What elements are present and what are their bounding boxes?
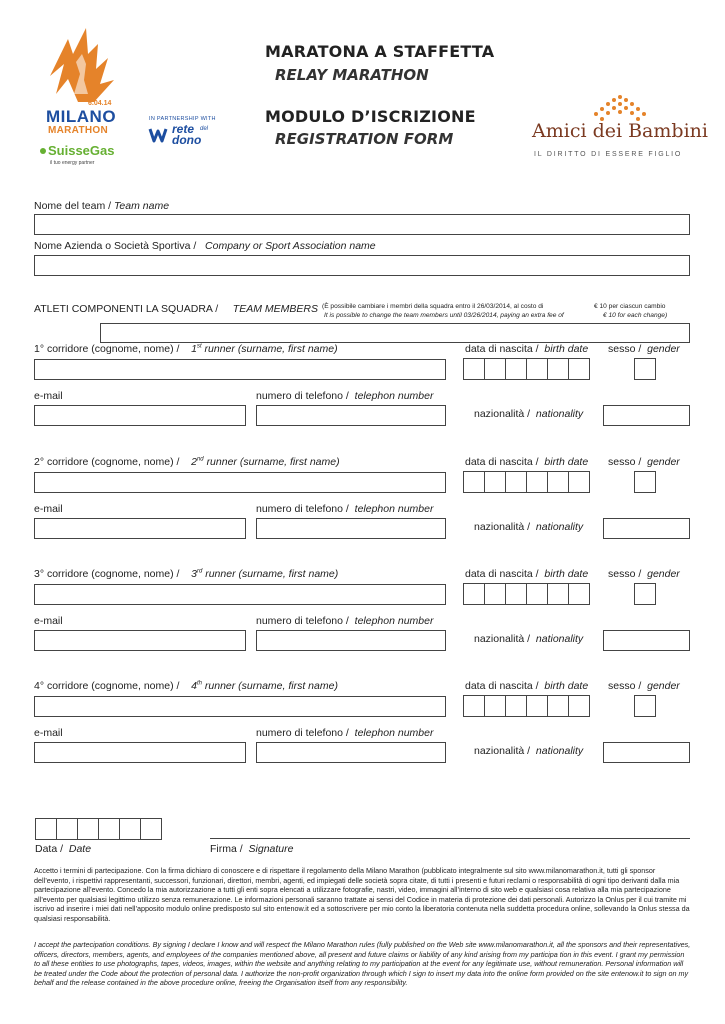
amici-dei-bambini-logo: [532, 94, 708, 162]
nationality-label: nazionalità / nationality: [474, 745, 584, 757]
signature-label: Firma / Signature: [210, 843, 294, 855]
birth-date-field[interactable]: [463, 358, 590, 380]
birth-date-cell[interactable]: [547, 583, 569, 605]
title-en: RELAY MARATHON: [275, 66, 429, 84]
birth-date-label: data di nascita / birth date: [465, 568, 589, 580]
nationality-field[interactable]: [603, 742, 690, 763]
birth-date-cell[interactable]: [505, 471, 527, 493]
birth-date-cell[interactable]: [568, 471, 590, 493]
amici-name: Amici dei Bambini: [532, 120, 708, 142]
birth-date-cell[interactable]: [547, 695, 569, 717]
team-members-field[interactable]: [100, 323, 690, 343]
birth-date-field[interactable]: [463, 583, 590, 605]
birth-date-cell[interactable]: [568, 583, 590, 605]
email-label: e-mail: [34, 503, 63, 515]
partnership-label: IN PARTNERSHIP WITH: [149, 116, 216, 122]
email-field[interactable]: [34, 405, 246, 426]
birth-date-field[interactable]: [463, 471, 590, 493]
birth-date-label: data di nascita / birth date: [465, 343, 589, 355]
birth-date-cell[interactable]: [526, 471, 548, 493]
nationality-field[interactable]: [603, 630, 690, 651]
gender-label: sesso / gender: [608, 568, 680, 580]
gender-field[interactable]: [634, 471, 656, 493]
runner-name-field[interactable]: [34, 696, 446, 717]
birth-date-cell[interactable]: [484, 471, 506, 493]
email-label: e-mail: [34, 390, 63, 402]
phone-label: numero di telefono / telephon number: [256, 727, 434, 739]
email-label: e-mail: [34, 615, 63, 627]
birth-date-field[interactable]: [463, 695, 590, 717]
runner-name-label: 4° corridore (cognome, nome) / 4th runner (surname, first name): [34, 680, 338, 692]
gender-label: sesso / gender: [608, 343, 680, 355]
email-field[interactable]: [34, 630, 246, 651]
form-title-en: REGISTRATION FORM: [275, 130, 454, 148]
suissegas-icon: [40, 148, 46, 154]
email-field[interactable]: [34, 742, 246, 763]
date-label: Data / Date: [35, 843, 92, 855]
rete-del-dono-icon: [148, 124, 170, 146]
birth-date-cell[interactable]: [505, 583, 527, 605]
birth-date-cell[interactable]: [526, 583, 548, 605]
runner-name-field[interactable]: [34, 359, 446, 380]
rete-del-dono-logo: rete del dono: [148, 124, 228, 148]
team-members-label: ATLETI COMPONENTI LA SQUADRA / TEAM MEMBERS: [34, 303, 318, 315]
suissegas-logo: SuisseGas il tuo energy partner: [40, 142, 115, 166]
birth-date-cell[interactable]: [526, 358, 548, 380]
phone-label: numero di telefono / telephon number: [256, 615, 434, 627]
team-change-fee-en: € 10 for each change): [603, 312, 668, 319]
legal-text-it: Accetto i termini di partecipazione. Con la firma dichiaro di conoscere e di rispettare il regolamento della Milano Marathon (pubblicato integralmente sul sito www.milanomarathon.it, tutti gli sponsor dell’evento, i rispettivi rappresentanti, successori, funzionari, direttori, membri, agenti, ed impiegati delle società sopra citate, di tutti i presenti e futuri reclami o responsabilità di ogni tipo derivanti dalla mia partecipazione all’evento. Concedo la mia autorizzazione a tutti gli enti sopra elencati a utilizzare fotografie, nastri, video, immagini all’interno di sito web e qualsiasi cosa relativa alla mia partecipazione all’evento per qualsiasi legittimo utilizzo senza remunerazione. Le informazioni personali saranno trattate ai sensi del Codice in materia di protezione dei dati personali. Autorizzo la Onlus per il cui tramite mi iscrivo ad inserire i miei dati nell’apposito modulo online predisposto sul sito entenow.it ed a sottoscrivere per mio conto la liberatoria contenuta nella suddetta procedura online, sollevando la Onlus stessa da qualsiasi responsabilità.: [34, 866, 690, 923]
phone-field[interactable]: [256, 742, 446, 763]
birth-date-cell[interactable]: [484, 583, 506, 605]
event-sub: MARATHON: [48, 125, 108, 136]
company-label: Nome Azienda o Società Sportiva / Company or Sport Association name: [34, 240, 376, 252]
email-label: e-mail: [34, 727, 63, 739]
runner-name-label: 2° corridore (cognome, nome) / 2nd runner (surname, first name): [34, 456, 340, 468]
phone-field[interactable]: [256, 518, 446, 539]
email-field[interactable]: [34, 518, 246, 539]
birth-date-cell[interactable]: [463, 695, 485, 717]
birth-date-cell[interactable]: [547, 358, 569, 380]
birth-date-cell[interactable]: [526, 695, 548, 717]
nationality-field[interactable]: [603, 518, 690, 539]
form-title-it: MODULO D’ISCRIZIONE: [265, 107, 476, 126]
gender-label: sesso / gender: [608, 456, 680, 468]
nationality-field[interactable]: [603, 405, 690, 426]
team-change-note-it: (È possibile cambiare i membri della squadra entro il 26/03/2014, al costo di: [322, 303, 544, 310]
phone-label: numero di telefono / telephon number: [256, 390, 434, 402]
birth-date-cell[interactable]: [505, 695, 527, 717]
nationality-label: nazionalità / nationality: [474, 521, 584, 533]
birth-date-cell[interactable]: [568, 695, 590, 717]
birth-date-cell[interactable]: [568, 358, 590, 380]
team-change-note-en: It is possible to change the team members until 03/26/2014, paying an extra fee of: [324, 312, 564, 319]
birth-date-cell[interactable]: [484, 695, 506, 717]
birth-date-cell[interactable]: [463, 358, 485, 380]
gender-label: sesso / gender: [608, 680, 680, 692]
milano-marathon-logo: [38, 24, 124, 142]
gender-field[interactable]: [634, 583, 656, 605]
signature-line[interactable]: [210, 838, 690, 839]
gender-field[interactable]: [634, 695, 656, 717]
phone-field[interactable]: [256, 405, 446, 426]
date-field[interactable]: [35, 818, 162, 840]
event-date: 6.04.14: [88, 100, 112, 107]
nationality-label: nazionalità / nationality: [474, 633, 584, 645]
team-name-field[interactable]: [34, 214, 690, 235]
runner-name-label: 1° corridore (cognome, nome) / 1st runner (surname, first name): [34, 343, 338, 355]
company-field[interactable]: [34, 255, 690, 276]
birth-date-cell[interactable]: [547, 471, 569, 493]
birth-date-cell[interactable]: [463, 583, 485, 605]
runner-flame-icon: [38, 24, 124, 104]
birth-date-label: data di nascita / birth date: [465, 456, 589, 468]
nationality-label: nazionalità / nationality: [474, 408, 584, 420]
title-it: MARATONA A STAFFETTA: [265, 42, 495, 61]
phone-field[interactable]: [256, 630, 446, 651]
runner-name-field[interactable]: [34, 472, 446, 493]
birth-date-cell[interactable]: [505, 358, 527, 380]
birth-date-cell[interactable]: [463, 471, 485, 493]
birth-date-cell[interactable]: [484, 358, 506, 380]
amici-tagline: IL DIRITTO DI ESSERE FIGLIO: [534, 151, 683, 158]
runner-name-label: 3° corridore (cognome, nome) / 3rd runner (surname, first name): [34, 568, 339, 580]
runner-name-field[interactable]: [34, 584, 446, 605]
birth-date-label: data di nascita / birth date: [465, 680, 589, 692]
legal-text-en: I accept the partecipation conditions. By signing I declare I know and will respect the Milano Marathon rules (fully published on the Web site www.milanomarathon.it, all the sponsors and their representatives, officers, directors, members, agents, and employees of the companies mentioned above, all present and future claims or liability of any kind arising from my participa tion in this event. I grant my permission to all these entities to use photographs, tapes, videos, images, within the website and anything relating to my participation at the event for any legitimate use, without remuneration. Personal information will be treated under the Code about the protection of personal data. I authorize the non-profit organization through which I sign to insert my data into the online form provided on the site entenow.it to sign on my behalf and the release contained in the above procedure online, freeing the Organisation itself from any responsibility.: [34, 940, 691, 988]
team-change-fee-it: € 10 per ciascun cambio: [594, 303, 666, 310]
event-name: MILANO: [46, 107, 117, 126]
team-name-label: Nome del team / Team name: [34, 200, 170, 212]
phone-label: numero di telefono / telephon number: [256, 503, 434, 515]
gender-field[interactable]: [634, 358, 656, 380]
